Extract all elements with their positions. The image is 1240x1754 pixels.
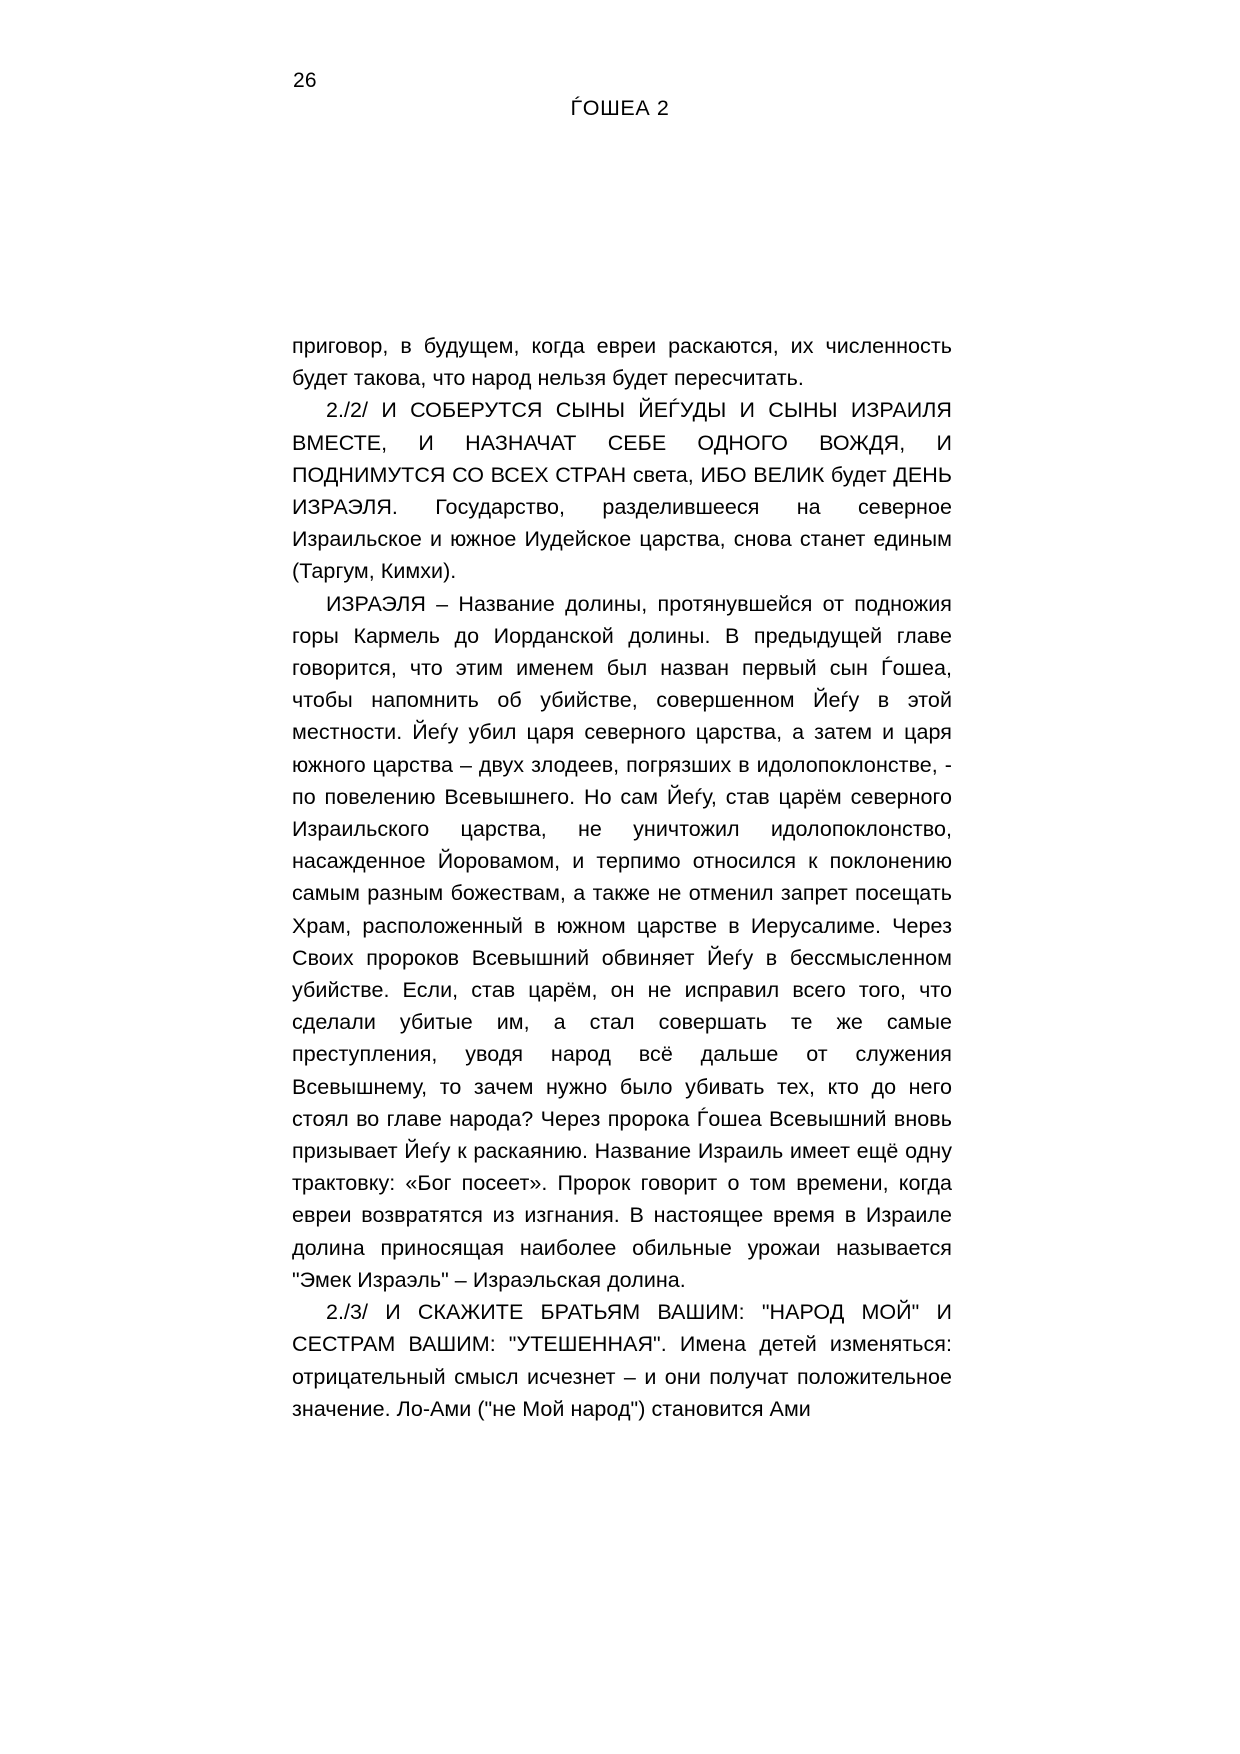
paragraph: 2./2/ И СОБЕРУТСЯ СЫНЫ ЙЕЃУДЫ И СЫНЫ ИЗРАИЛЯ ВМЕСТЕ, И НАЗНАЧАТ СЕБЕ ОДНОГО ВОЖДЯ, И ПОДНИМУТСЯ СО ВСЕХ СТРАН света, ИБО ВЕЛИК будет ДЕНЬ ИЗРАЭЛЯ. Государство, разделившееся на северное Израильское и южное Иудейское царства, снова станет единым (Таргум, Кимхи). — [292, 398, 952, 584]
paragraph: ИЗРАЭЛЯ – Название долины, протянувшейся от подножия горы Кармель до Иорданской долины. В предыдущей главе говорится, что этим именем был назван первый сын Ѓошеа, чтобы напомнить об убийстве, совершенном Йеѓу в этой местности. Йеѓу убил царя северного царства, а затем и царя южного царства – двух злодеев, погрязших в идолопоклонстве, - по повелению Всевышнего. Но сам Йеѓу, став царём северного Израильского царства, не уничтожил идолопоклонство, насажденное Йоровамом, и терпимо относился к поклонению самым разным божествам, а также не отменил запрет посещать Храм, расположенный в южном царстве в Иерусалиме. Через Своих пророков Всевышний обвиняет Йеѓу в бессмысленном убийстве. Если, став царём, он не исправил всего того, что сделали убитые им, а стал совершать те же самые преступления, уводя народ всё дальше от служения Всевышнему, то зачем нужно было убивать тех, кто до него стоял во главе народа? Через пророка Ѓошеа Всевышний вновь призывает Йеѓу к раскаянию. Название Израиль имеет ещё одну трактовку: «Бог посеет». Пророк говорит о том времени, когда евреи возвратятся из изгнания. В настоящее время в Израиле долина приносящая наиболее обильные урожаи называется "Эмек Израэль" – Израэльская долина. — [292, 591, 952, 1292]
paragraph: 2./3/ И СКАЖИТЕ БРАТЬЯМ ВАШИМ: "НАРОД МОЙ" И СЕСТРАМ ВАШИМ: "УТЕШЕННАЯ". Имена детей изменяться: отрицательный смысл исчезнет – и они получат положительное значение. Ло-Ами ("не Мой народ") становится Ами — [292, 1300, 952, 1421]
paragraph: приговор, в будущем, когда евреи раскаются, их численность будет такова, что народ нельзя будет пересчитать. — [292, 334, 952, 391]
running-head: ЃОШЕА 2 — [570, 96, 670, 120]
body-text-block — [292, 330, 952, 1425]
page-number: 26 — [293, 69, 317, 92]
